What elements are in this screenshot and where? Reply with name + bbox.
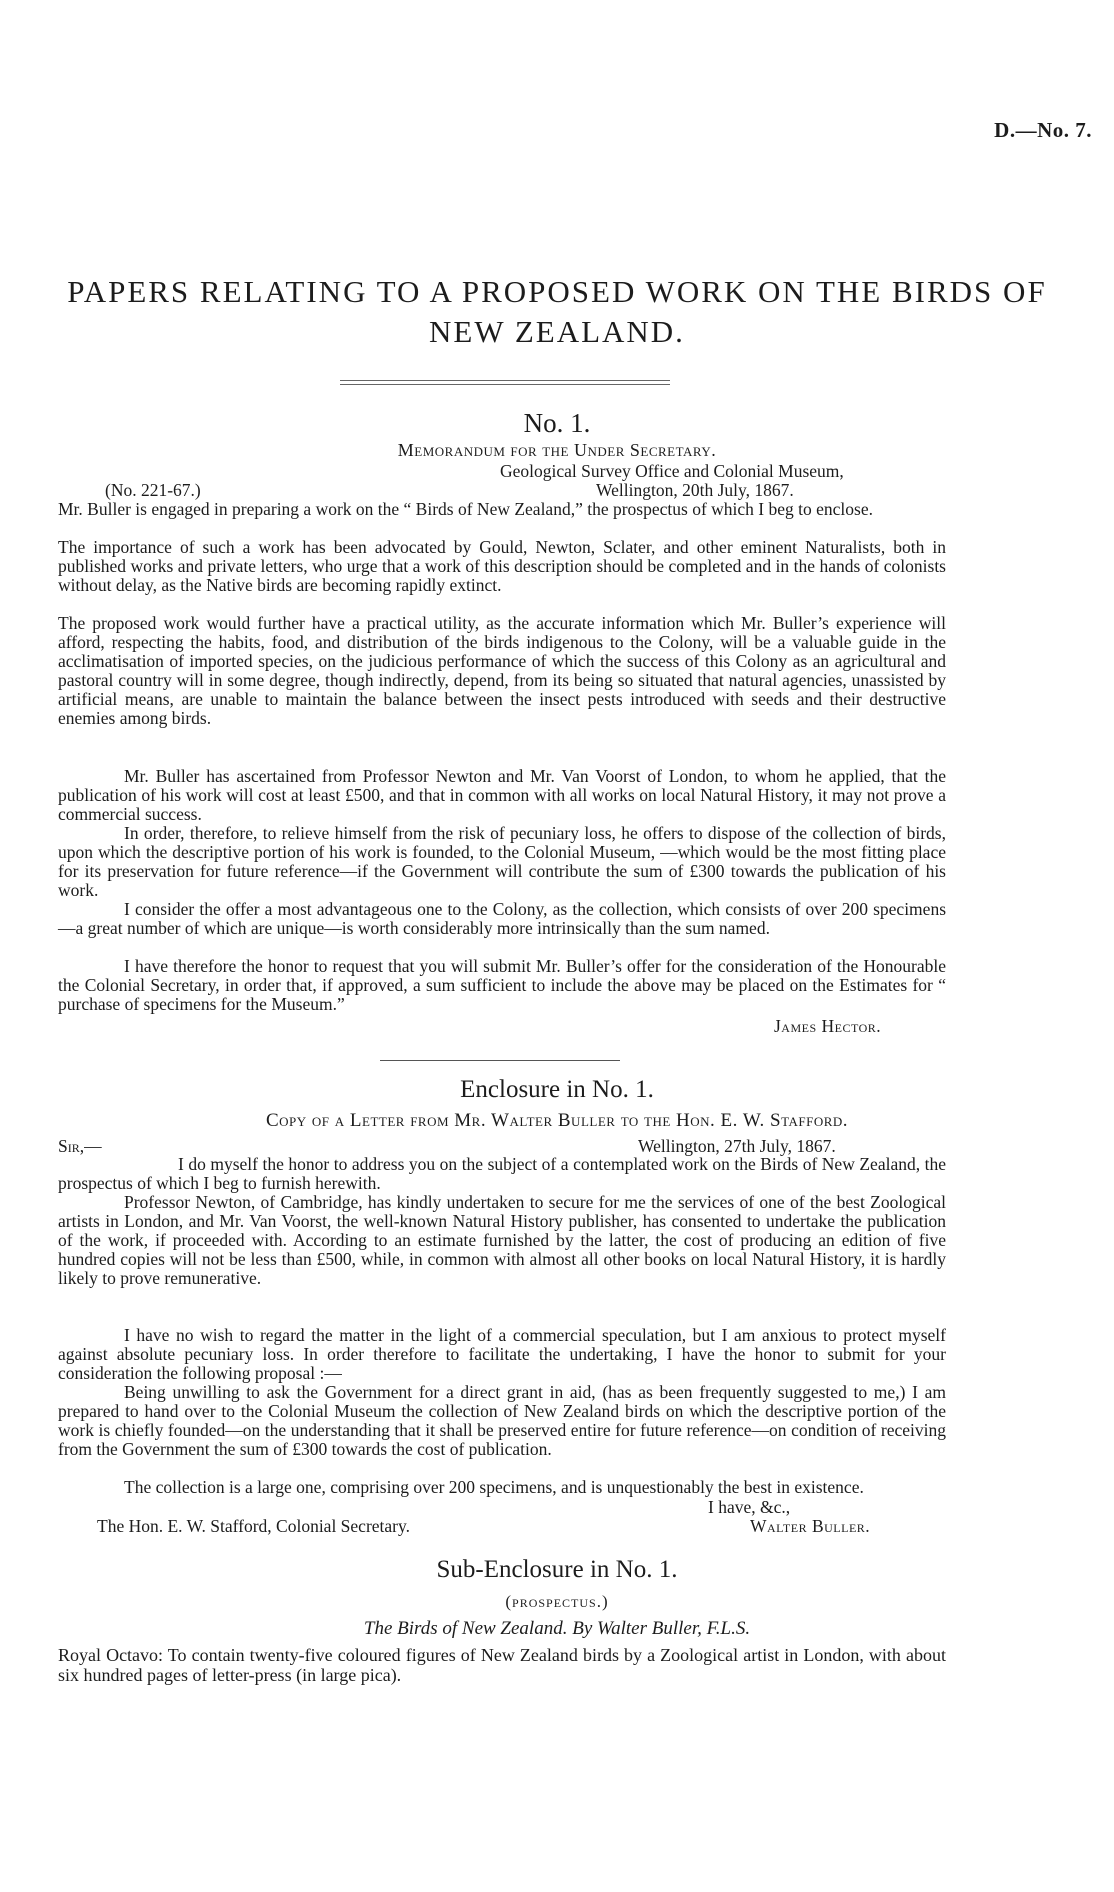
memo-paragraph-7: I have therefore the honor to request that you will submit Mr. Buller’s offer for the consideration of the Honourable the Colonial Secretary, in order that, if approved, a sum sufficient to include the above may be placed on the Estimates for “ purchase of specimens for the Museum.” (58, 956, 946, 1014)
memo-heading: Memorandum for the Under Secretary. (397, 440, 717, 460)
memo-paragraph-2: The importance of such a work has been advocated by Gould, Newton, Sclater, and other eminent Naturalists, both in published works and private letters, who urge that a work of this description should be completed and in the hands of colonists without delay, as the Native birds are becoming rapidly extinct. (58, 537, 946, 595)
memo-signature: James Hector. (774, 1016, 882, 1036)
letter-signature: Walter Buller. (750, 1516, 871, 1536)
document-reference: D.—No. 7. (994, 118, 1092, 142)
sub-enclosure-heading: Sub-Enclosure in No. 1. (436, 1556, 678, 1583)
memo-paragraph-3: The proposed work would further have a practical utility, as the accurate information which Mr. Buller’s experience will afford, respecting the habits, food, and distribution of the birds indigenous to the Colony, will be a valuable guide in the acclimatisation of imported species, on the judicious performance of which the success of this Colony as an agricultural and pastoral country will in some degree, though indirectly, depend, from its being so situated that natural agencies, unassisted by artificial means, are unable to maintain the balance between the insect pests introduced with seeds and their destructive enemies among birds. (58, 613, 946, 728)
title-line-1: PAPERS RELATING TO A PROPOSED WORK ON THE BIRDS OF (67, 274, 1047, 309)
memo-paragraph-4: Mr. Buller has ascertained from Professor Newton and Mr. Van Voorst of London, to whom he applied, that the publication of his work will cost at least £500, and that in common with all works on local Natural History, it may not prove a commercial success. (58, 766, 946, 824)
letter-addressee: The Hon. E. W. Stafford, Colonial Secretary. (97, 1516, 410, 1536)
title-divider (340, 380, 670, 381)
memo-date: Wellington, 20th July, 1867. (596, 480, 794, 500)
title-divider-second (340, 384, 670, 385)
book-title: The Birds of New Zealand. By Walter Buller, F.L.S. (363, 1618, 751, 1639)
prospectus-label: (prospectus.) (505, 1592, 609, 1611)
letter-paragraph-3: I have no wish to regard the matter in the light of a commercial speculation, but I am anxious to protect myself against absolute pecuniary loss. In order therefore to facilitate the undertaking, I have the honor to submit for your consideration the following proposal :— (58, 1325, 946, 1383)
office-line: Geological Survey Office and Colonial Museum, (500, 461, 844, 481)
enclosure-heading: Enclosure in No. 1. (460, 1076, 654, 1103)
letter-closing: I have, &c., (708, 1497, 791, 1517)
prospectus-paragraph: Royal Octavo: To contain twenty-five coloured figures of New Zealand birds by a Zoological artist in London, with about six hundred pages of letter-press (in large pica). (58, 1645, 946, 1685)
enclosure-subtitle: Copy of a Letter from Mr. Walter Buller to the Hon. E. W. Stafford. (265, 1110, 849, 1131)
letter-paragraph-1: I do myself the honor to address you on the subject of a contemplated work on the Birds of New Zealand, the prospectus of which I beg to furnish herewith. (58, 1154, 946, 1193)
reference-number: (No. 221-67.) (105, 480, 201, 500)
letter-paragraph-4: Being unwilling to ask the Government for a direct grant in aid, (has as been frequently suggested to me,) I am prepared to hand over to the Colonial Museum the collection of New Zealand birds on which the descriptive portion of the work is chiefly founded—on the understanding that it shall be preserved entire for future reference—on condition of receiving from the Government the sum of £300 towards the cost of publication. (58, 1382, 946, 1459)
memo-paragraph-5: In order, therefore, to relieve himself from the risk of pecuniary loss, he offers to dispose of the collection of birds, upon which the descriptive portion of his work is founded, to the Colonial Museum, —which would be the most fitting place for its preservation for future reference—if the Government will contribute the sum of £300 towards the publication of his work. (58, 823, 946, 900)
section-divider (380, 1060, 620, 1061)
letter-paragraph-2: Professor Newton, of Cambridge, has kindly undertaken to secure for me the services of one of the best Zoological artists in London, and Mr. Van Voorst, the well-known Natural History publisher, has consented to undertake the publication of the work, if proceeded with. According to an estimate furnished by the latter, the cost of producing an edition of five hundred copies will not be less than £500, while, in common with almost all other books on local Natural History, it is hardly likely to prove remunerative. (58, 1192, 946, 1288)
document-title (40, 272, 1074, 352)
title-line-2: NEW ZEALAND. (429, 314, 685, 349)
letter-paragraph-5: The collection is a large one, comprising over 200 specimens, and is unquestionably the best in existence. (124, 1477, 864, 1497)
memo-paragraph-6: I consider the offer a most advantageous one to the Colony, as the collection, which consists of over 200 specimens—a great number of which are unique—is worth considerably more intrinsically than the sum named. (58, 899, 946, 938)
section-heading-no1: No. 1. (523, 408, 591, 438)
salutation: Sir,— (58, 1136, 102, 1156)
letter-date: Wellington, 27th July, 1867. (638, 1136, 836, 1156)
memo-paragraph-1: Mr. Buller is engaged in preparing a work on the “ Birds of New Zealand,” the prospectus of which I beg to enclose. (58, 499, 873, 519)
